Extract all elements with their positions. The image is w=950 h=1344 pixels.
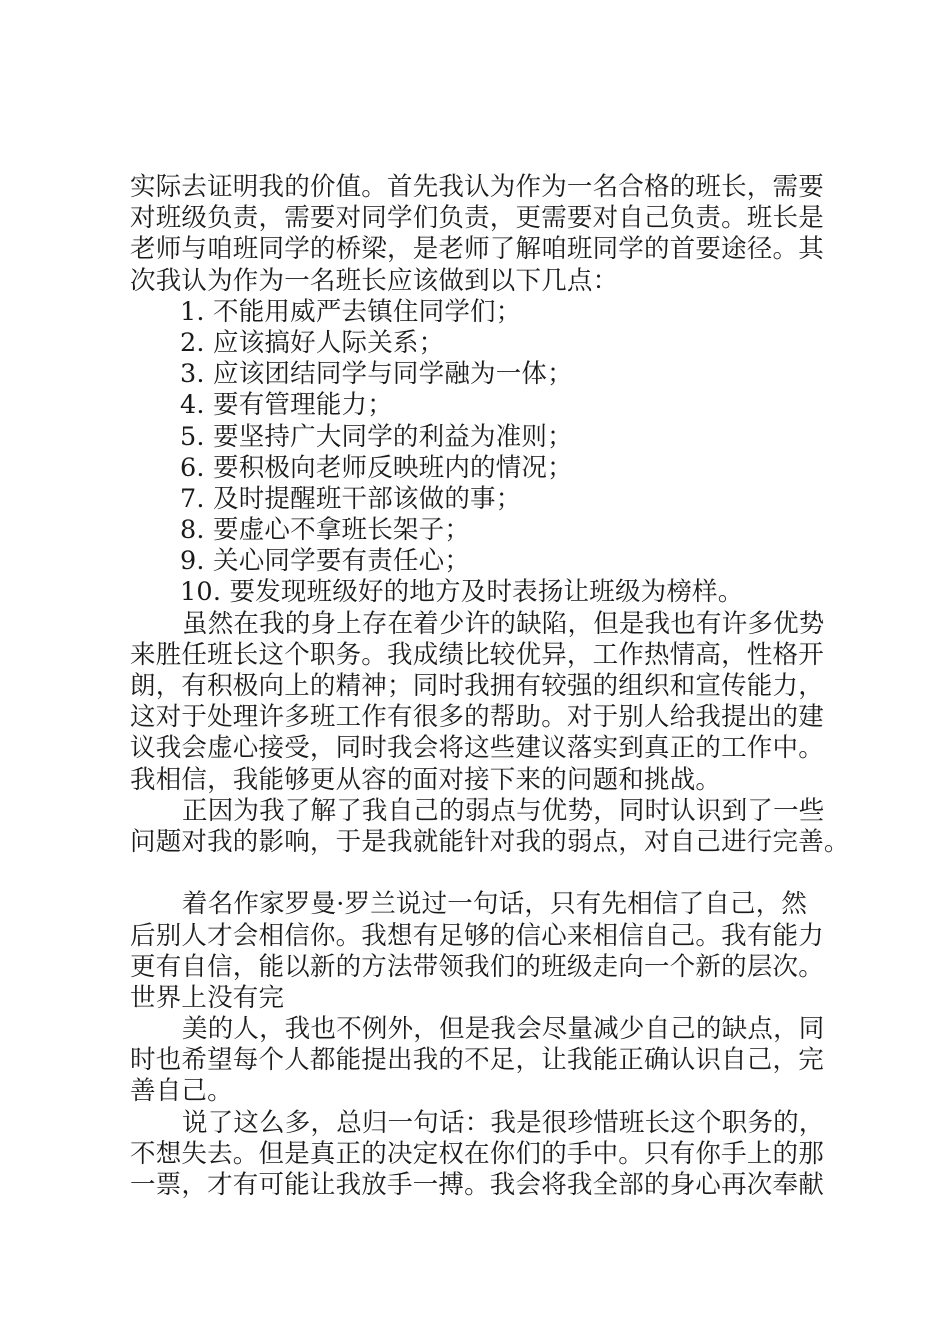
paragraph-line: 问题对我的影响，于是我就能针对我的弱点，对自己进行完善。	[130, 826, 850, 857]
list-item: 9. 关心同学要有责任心；	[180, 546, 471, 577]
list-item: 8. 要虚心不拿班长架子；	[180, 515, 471, 546]
paragraph-line: 时也希望每个人都能提出我的不足，让我能正确认识自己，完	[130, 1045, 824, 1076]
paragraph-line: 对班级负责，需要对同学们负责，更需要对自己负责。班长是	[130, 203, 824, 234]
paragraph-line: 实际去证明我的价值。首先我认为作为一名合格的班长，需要	[130, 172, 824, 202]
paragraph-line: 一票，才有可能让我放手一搏。我会将我全部的身心再次奉献	[130, 1170, 824, 1200]
list-item: 3. 应该团结同学与同学融为一体；	[180, 359, 573, 390]
paragraph-line: 更有自信，能以新的方法带领我们的班级走向一个新的层次。	[130, 951, 824, 982]
paragraph-line: 这对于处理许多班工作有很多的帮助。对于别人给我提出的建	[130, 702, 824, 733]
list-item: 4. 要有管理能力；	[180, 390, 393, 421]
paragraph-line: 次我认为作为一名班长应该做到以下几点：	[130, 265, 619, 296]
paragraph-line: 着名作家罗曼·罗兰说过一句话，只有先相信了自己，然	[182, 889, 808, 920]
list-item: 10. 要发现班级好的地方及时表扬让班级为榜样。	[180, 577, 744, 608]
list-item: 5. 要坚持广大同学的利益为准则；	[180, 421, 573, 452]
list-item: 6. 要积极向老师反映班内的情况；	[180, 452, 573, 483]
paragraph-line: 不想失去。但是真正的决定权在你们的手中。只有你手上的那	[130, 1138, 824, 1169]
paragraph-line: 来胜任班长这个职务。我成绩比较优异，工作热情高，性格开	[130, 639, 824, 670]
paragraph-line: 说了这么多，总归一句话：我是很珍惜班长这个职务的，	[182, 1107, 825, 1138]
paragraph-line: 虽然在我的身上存在着少许的缺陷，但是我也有许多优势	[182, 608, 825, 639]
list-item: 7. 及时提醒班干部该做的事；	[180, 483, 522, 514]
paragraph-line: 我相信，我能够更从容的面对接下来的问题和挑战。	[130, 764, 722, 795]
list-item: 2. 应该搞好人际关系；	[180, 327, 445, 358]
paragraph-gap	[130, 858, 840, 889]
paragraph-line: 世界上没有完	[130, 982, 285, 1013]
paragraph-line: 后别人才会相信你。我想有足够的信心来相信自己。我有能力	[130, 920, 824, 951]
list-item: 1. 不能用威严去镇住同学们；	[180, 296, 522, 327]
paragraph-line: 朗，有积极向上的精神；同时我拥有较强的组织和宣传能力，	[130, 671, 824, 701]
document-body	[130, 172, 850, 1201]
paragraph-line: 正因为我了解了我自己的弱点与优势，同时认识到了一些	[182, 795, 825, 826]
paragraph-line: 善自己。	[130, 1076, 233, 1107]
paragraph-line: 老师与咱班同学的桥梁，是老师了解咱班同学的首要途径。其	[130, 234, 824, 265]
paragraph-line: 美的人，我也不例外，但是我会尽量减少自己的缺点，同	[182, 1014, 825, 1045]
paragraph-line: 议我会虚心接受，同时我会将这些建议落实到真正的工作中。	[130, 733, 824, 764]
